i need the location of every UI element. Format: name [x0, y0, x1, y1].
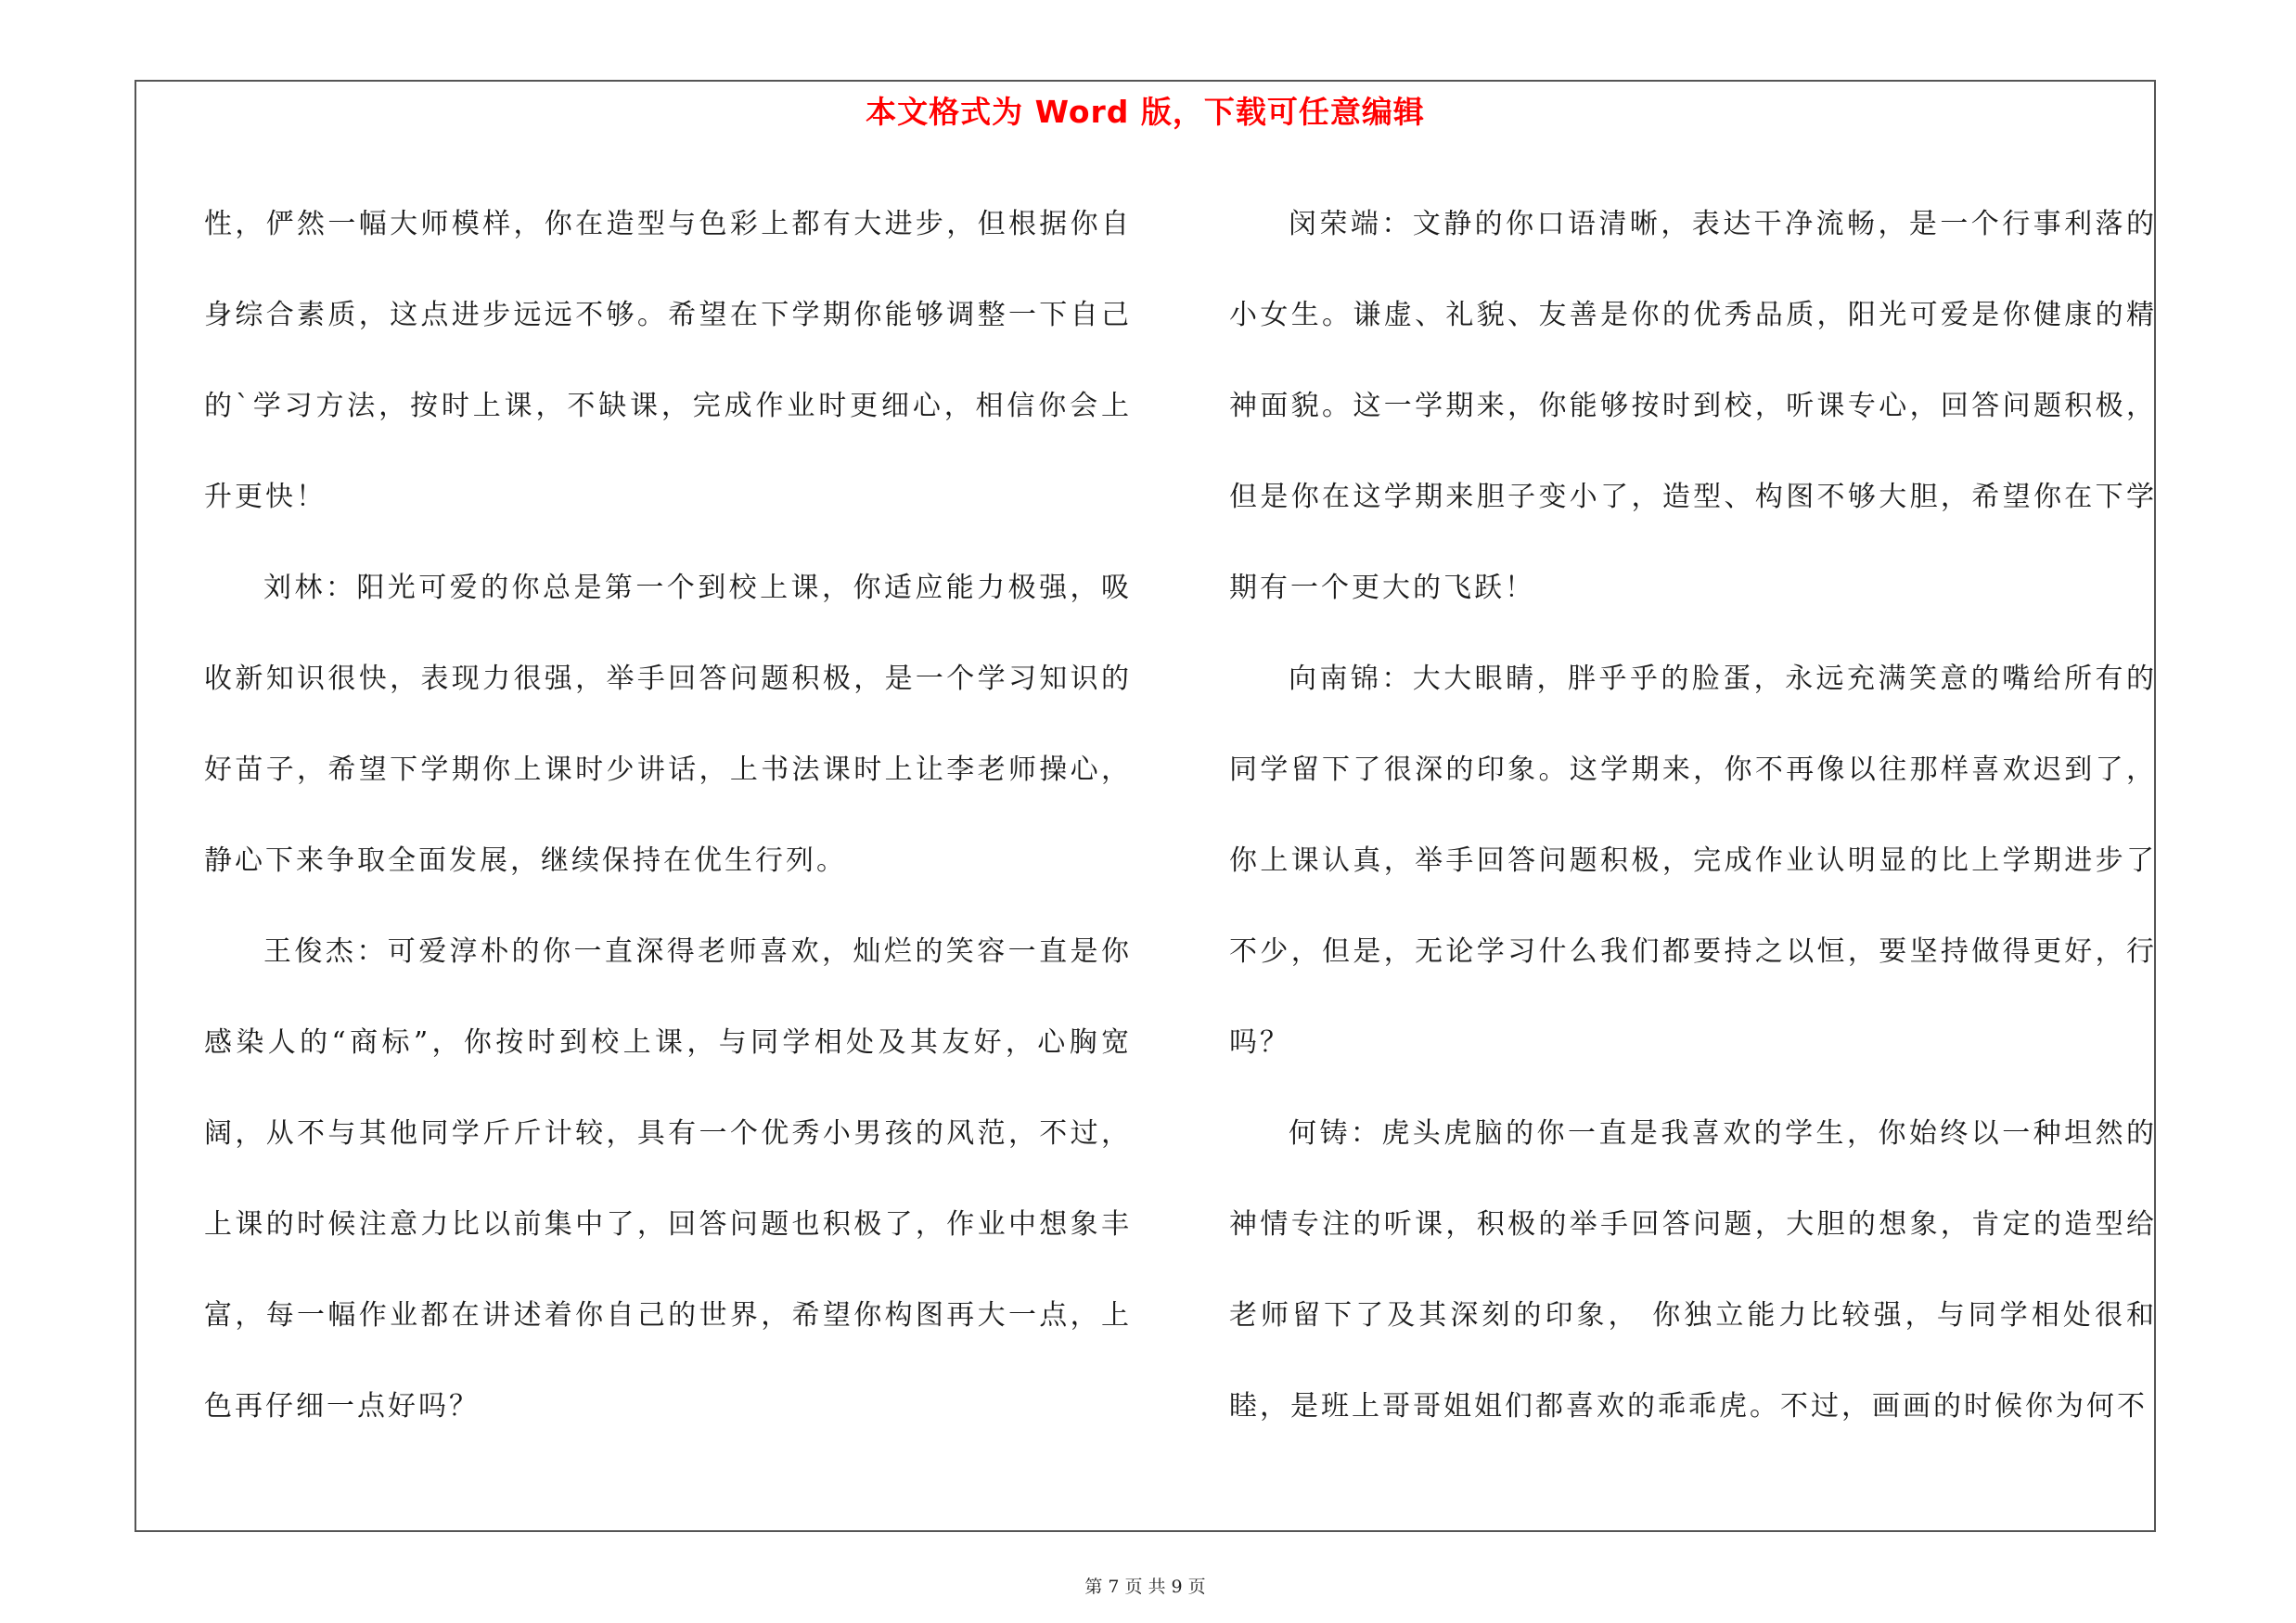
paragraph-min-rongduan: 闵荣端：文静的你口语清晰，表达干净流畅，是一个行事利落的小女生。谦虚、礼貌、友善是你的优秀品质，阳光可爱是你健康的精神面貌。这一学期来，你能够按时到校，听课专心，回答问题积极，但是你在这学期来胆子变小了，造型、构图不够大胆，希望你在下学期有一个更大的飞跃！	[1229, 208, 2157, 604]
paragraph-continuation: 性，俨然一幅大师模样，你在造型与色彩上都有大进步，但根据你自身综合素质，这点进步远远不够。希望在下学期你能够调整一下自己的`学习方法，按时上课，不缺课，完成作业时更细心，相信你会上升更快！	[204, 208, 1132, 513]
paragraph-xiang-nanjin: 向南锦：大大眼睛，胖乎乎的脸蛋，永远充满笑意的嘴给所有的同学留下了很深的印象。这学期来，你不再像以往那样喜欢迟到了，你上课认真，举手回答问题积极，完成作业认明显的比上学期进步了不少，但是，无论学习什么我们都要持之以恒，要坚持做得更好，行吗？	[1229, 663, 2157, 1059]
paragraph-liu-lin: 刘林：阳光可爱的你总是第一个到校上课，你适应能力极强，吸收新知识很快，表现力很强，举手回答问题积极，是一个学习知识的好苗子，希望下学期你上课时少讲话，上书法课时上让李老师操心，静心下来争取全面发展，继续保持在优生行列。	[204, 572, 1132, 877]
paragraph-wang-junjie: 王俊杰：可爱淳朴的你一直深得老师喜欢，灿烂的笑容一直是你感染人的“商标”，你按时到校上课，与同学相处及其友好，心胸宽阔，从不与其他同学斤斤计较，具有一个优秀小男孩的风范，不过，上课的时候注意力比以前集中了，回答问题也积极了，作业中想象丰富，每一幅作业都在讲述着你自己的世界，希望你构图再大一点，上色再仔细一点好吗？	[204, 935, 1132, 1423]
paragraph-he-zhu: 何铸：虎头虎脑的你一直是我喜欢的学生，你始终以一种坦然的神情专注的听课，积极的举手回答问题，大胆的想象，肯定的造型给老师留下了及其深刻的印象， 你独立能力比较强，与同学相处很和睦，是班上哥哥姐姐们都喜欢的乖乖虎。不过，画画的时候你为何不	[1229, 1117, 2157, 1423]
right-column	[1229, 179, 2157, 1452]
header-banner: 本文格式为 Word 版，下载可任意编辑	[866, 94, 1425, 130]
left-column	[204, 179, 1132, 1452]
page-number-footer: 第 7 页 共 9 页	[1084, 1577, 1206, 1597]
